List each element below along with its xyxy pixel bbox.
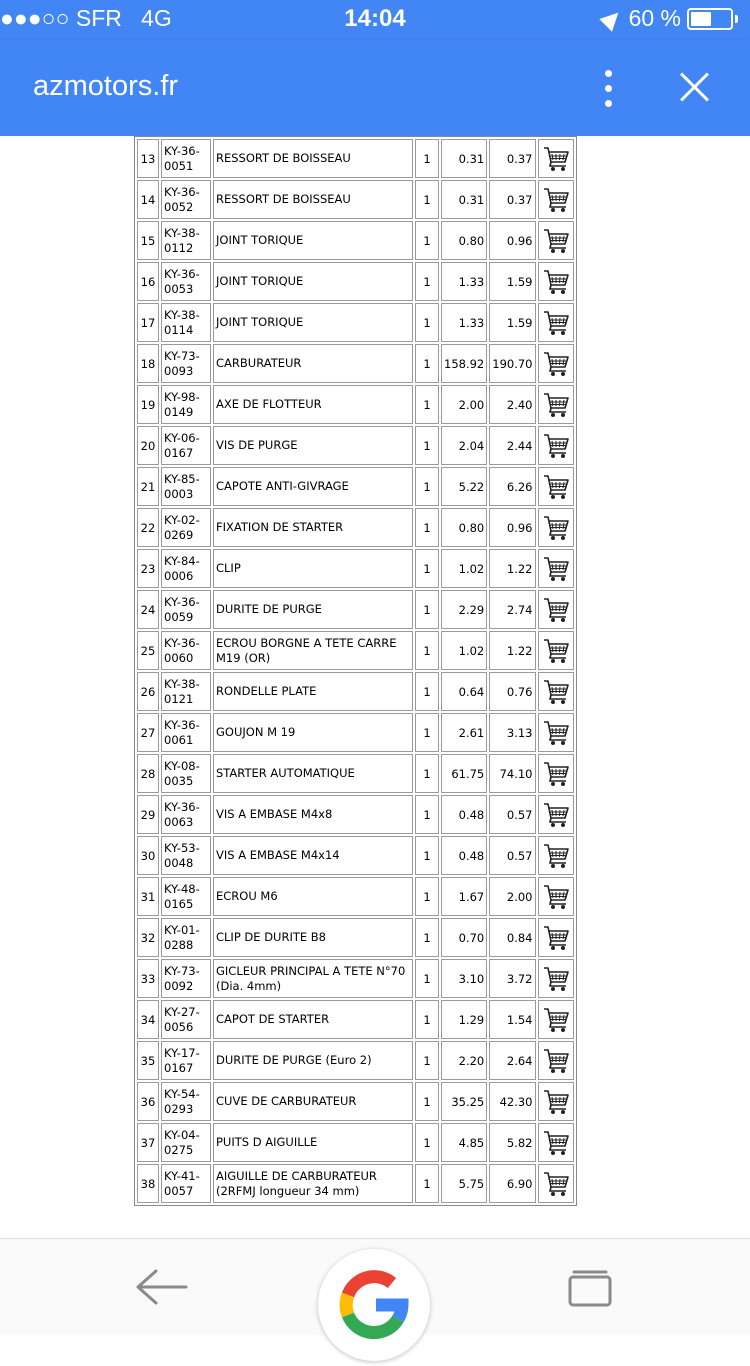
part-reference: KY-01- 0288 xyxy=(161,918,211,957)
price-ttc: 0.37 xyxy=(489,139,535,178)
price-ttc: 2.44 xyxy=(489,426,535,465)
add-to-cart-button[interactable] xyxy=(538,467,574,506)
shopping-cart-icon xyxy=(542,1088,570,1116)
part-quantity: 1 xyxy=(415,1123,439,1162)
shopping-cart-icon xyxy=(542,268,570,296)
price-ttc: 6.26 xyxy=(489,467,535,506)
price-ht: 0.31 xyxy=(441,180,487,219)
price-ttc: 0.57 xyxy=(489,795,535,834)
shopping-cart-icon xyxy=(542,309,570,337)
table-row xyxy=(137,385,574,424)
row-number: 24 xyxy=(137,590,159,629)
shopping-cart-icon xyxy=(542,473,570,501)
part-quantity: 1 xyxy=(415,918,439,957)
signal-strength-icon: ●●●○○ xyxy=(0,5,70,31)
table-row xyxy=(137,795,574,834)
row-number: 21 xyxy=(137,467,159,506)
price-ht: 0.80 xyxy=(441,221,487,260)
table-row xyxy=(137,221,574,260)
part-reference: KY-36- 0063 xyxy=(161,795,211,834)
table-row xyxy=(137,590,574,629)
price-ttc: 42.30 xyxy=(489,1082,535,1121)
tabs-icon[interactable] xyxy=(566,1269,614,1309)
part-quantity: 1 xyxy=(415,221,439,260)
add-to-cart-button[interactable] xyxy=(538,426,574,465)
part-quantity: 1 xyxy=(415,139,439,178)
part-reference: KY-73- 0092 xyxy=(161,959,211,998)
add-to-cart-button[interactable] xyxy=(538,262,574,301)
shopping-cart-icon xyxy=(542,596,570,624)
part-quantity: 1 xyxy=(415,1041,439,1080)
carrier-name: SFR xyxy=(75,5,122,31)
price-ht: 1.02 xyxy=(441,549,487,588)
part-reference: KY-53- 0048 xyxy=(161,836,211,875)
price-ht: 158.92 xyxy=(441,344,487,383)
table-row xyxy=(137,918,574,957)
row-number: 20 xyxy=(137,426,159,465)
add-to-cart-button[interactable] xyxy=(538,180,574,219)
shopping-cart-icon xyxy=(542,227,570,255)
shopping-cart-icon xyxy=(542,678,570,706)
add-to-cart-button[interactable] xyxy=(538,508,574,547)
row-number: 30 xyxy=(137,836,159,875)
part-reference: KY-41- 0057 xyxy=(161,1164,211,1203)
part-designation: JOINT TORIQUE xyxy=(213,221,413,260)
add-to-cart-button[interactable] xyxy=(538,549,574,588)
part-reference: KY-04- 0275 xyxy=(161,1123,211,1162)
row-number: 38 xyxy=(137,1164,159,1203)
price-ht: 1.33 xyxy=(441,303,487,342)
price-ht: 0.48 xyxy=(441,836,487,875)
part-reference: KY-98- 0149 xyxy=(161,385,211,424)
table-row xyxy=(137,1082,574,1121)
part-quantity: 1 xyxy=(415,1082,439,1121)
part-reference: KY-36- 0060 xyxy=(161,631,211,670)
row-number: 29 xyxy=(137,795,159,834)
part-quantity: 1 xyxy=(415,795,439,834)
add-to-cart-button[interactable] xyxy=(538,344,574,383)
part-quantity: 1 xyxy=(415,590,439,629)
part-quantity: 1 xyxy=(415,467,439,506)
table-row xyxy=(137,1164,574,1203)
part-designation: CAPOT DE STARTER xyxy=(213,1000,413,1039)
part-quantity: 1 xyxy=(415,713,439,752)
table-row xyxy=(137,139,574,178)
part-designation: PUITS D AIGUILLE xyxy=(213,1123,413,1162)
add-to-cart-button[interactable] xyxy=(538,918,574,957)
price-ht: 1.29 xyxy=(441,1000,487,1039)
add-to-cart-button[interactable] xyxy=(538,139,574,178)
price-ttc: 0.57 xyxy=(489,836,535,875)
status-bar xyxy=(0,0,750,40)
part-quantity: 1 xyxy=(415,959,439,998)
part-quantity: 1 xyxy=(415,508,439,547)
table-row xyxy=(137,631,574,670)
row-number: 16 xyxy=(137,262,159,301)
bottom-nav-bar xyxy=(0,1238,750,1335)
part-quantity: 1 xyxy=(415,262,439,301)
google-logo-icon xyxy=(318,1249,430,1361)
price-ttc: 2.74 xyxy=(489,590,535,629)
part-reference: KY-08- 0035 xyxy=(161,754,211,793)
price-ht: 0.48 xyxy=(441,795,487,834)
row-number: 22 xyxy=(137,508,159,547)
price-ttc: 1.22 xyxy=(489,631,535,670)
shopping-cart-icon xyxy=(542,514,570,542)
add-to-cart-button[interactable] xyxy=(538,590,574,629)
part-reference: KY-54- 0293 xyxy=(161,1082,211,1121)
shopping-cart-icon xyxy=(542,186,570,214)
part-designation: RONDELLE PLATE xyxy=(213,672,413,711)
add-to-cart-button[interactable] xyxy=(538,1082,574,1121)
price-ht: 5.22 xyxy=(441,467,487,506)
clock: 14:04 xyxy=(344,5,406,32)
add-to-cart-button[interactable] xyxy=(538,672,574,711)
price-ttc: 2.00 xyxy=(489,877,535,916)
part-designation: RESSORT DE BOISSEAU xyxy=(213,139,413,178)
table-row xyxy=(137,672,574,711)
add-to-cart-button[interactable] xyxy=(538,795,574,834)
battery-icon xyxy=(687,8,733,30)
part-reference: KY-36- 0061 xyxy=(161,713,211,752)
page-title: azmotors.fr xyxy=(33,70,179,102)
part-designation: DURITE DE PURGE xyxy=(213,590,413,629)
price-ttc: 0.84 xyxy=(489,918,535,957)
add-to-cart-button[interactable] xyxy=(538,754,574,793)
add-to-cart-button[interactable] xyxy=(538,221,574,260)
price-ttc: 3.13 xyxy=(489,713,535,752)
shopping-cart-icon xyxy=(542,924,570,952)
shopping-cart-icon xyxy=(542,760,570,788)
web-content[interactable] xyxy=(0,136,750,1238)
shopping-cart-icon xyxy=(542,145,570,173)
part-quantity: 1 xyxy=(415,631,439,670)
row-number: 23 xyxy=(137,549,159,588)
row-number: 36 xyxy=(137,1082,159,1121)
price-ttc: 1.54 xyxy=(489,1000,535,1039)
part-reference: KY-38- 0114 xyxy=(161,303,211,342)
part-designation: AIGUILLE DE CARBURATEUR (2RFMJ longueur 34 mm) xyxy=(213,1164,413,1203)
shopping-cart-icon xyxy=(542,883,570,911)
table-row xyxy=(137,1041,574,1080)
add-to-cart-button[interactable] xyxy=(538,385,574,424)
battery-fill xyxy=(691,12,711,26)
shopping-cart-icon xyxy=(542,801,570,829)
part-reference: KY-36- 0059 xyxy=(161,590,211,629)
row-number: 19 xyxy=(137,385,159,424)
price-ttc: 1.59 xyxy=(489,303,535,342)
part-reference: KY-02- 0269 xyxy=(161,508,211,547)
part-quantity: 1 xyxy=(415,836,439,875)
part-quantity: 1 xyxy=(415,877,439,916)
table-row xyxy=(137,713,574,752)
part-quantity: 1 xyxy=(415,672,439,711)
row-number: 17 xyxy=(137,303,159,342)
price-ht: 2.20 xyxy=(441,1041,487,1080)
price-ht: 4.85 xyxy=(441,1123,487,1162)
add-to-cart-button[interactable] xyxy=(538,836,574,875)
more-vert-icon[interactable] xyxy=(596,70,620,108)
shopping-cart-icon xyxy=(542,1170,570,1198)
price-ttc: 0.96 xyxy=(489,508,535,547)
add-to-cart-button[interactable] xyxy=(538,1000,574,1039)
shopping-cart-icon xyxy=(542,1129,570,1157)
part-designation: RESSORT DE BOISSEAU xyxy=(213,180,413,219)
shopping-cart-icon xyxy=(542,350,570,378)
price-ht: 2.00 xyxy=(441,385,487,424)
shopping-cart-icon xyxy=(542,432,570,460)
table-row xyxy=(137,549,574,588)
price-ttc: 3.72 xyxy=(489,959,535,998)
price-ttc: 190.70 xyxy=(489,344,535,383)
table-row xyxy=(137,262,574,301)
shopping-cart-icon xyxy=(542,391,570,419)
row-number: 28 xyxy=(137,754,159,793)
location-arrow-icon xyxy=(599,6,624,31)
table-row xyxy=(137,303,574,342)
add-to-cart-button[interactable] xyxy=(538,1041,574,1080)
part-designation: VIS A EMBASE M4x8 xyxy=(213,795,413,834)
part-designation: ECROU BORGNE A TETE CARRE M19 (OR) xyxy=(213,631,413,670)
part-designation: GICLEUR PRINCIPAL A TETE N°70 (Dia. 4mm) xyxy=(213,959,413,998)
row-number: 15 xyxy=(137,221,159,260)
shopping-cart-icon xyxy=(542,965,570,993)
price-ht: 0.31 xyxy=(441,139,487,178)
row-number: 27 xyxy=(137,713,159,752)
part-designation: DURITE DE PURGE (Euro 2) xyxy=(213,1041,413,1080)
part-reference: KY-48- 0165 xyxy=(161,877,211,916)
table-row xyxy=(137,508,574,547)
add-to-cart-button[interactable] xyxy=(538,1123,574,1162)
row-number: 35 xyxy=(137,1041,159,1080)
add-to-cart-button[interactable] xyxy=(538,877,574,916)
row-number: 33 xyxy=(137,959,159,998)
price-ht: 1.33 xyxy=(441,262,487,301)
back-arrow-icon[interactable] xyxy=(132,1265,190,1309)
part-reference: KY-17- 0167 xyxy=(161,1041,211,1080)
price-ht: 61.75 xyxy=(441,754,487,793)
row-number: 34 xyxy=(137,1000,159,1039)
part-designation: STARTER AUTOMATIQUE xyxy=(213,754,413,793)
parts-table-body xyxy=(137,139,574,1203)
table-row xyxy=(137,754,574,793)
part-reference: KY-36- 0052 xyxy=(161,180,211,219)
part-designation: VIS DE PURGE xyxy=(213,426,413,465)
price-ht: 0.64 xyxy=(441,672,487,711)
part-designation: JOINT TORIQUE xyxy=(213,303,413,342)
shopping-cart-icon xyxy=(542,1047,570,1075)
google-home-button[interactable] xyxy=(318,1249,430,1361)
part-quantity: 1 xyxy=(415,385,439,424)
status-right xyxy=(603,5,738,32)
part-quantity: 1 xyxy=(415,180,439,219)
part-designation: CLIP DE DURITE B8 xyxy=(213,918,413,957)
row-number: 18 xyxy=(137,344,159,383)
row-number: 26 xyxy=(137,672,159,711)
battery-percent: 60 % xyxy=(628,5,681,31)
add-to-cart-button[interactable] xyxy=(538,631,574,670)
table-row xyxy=(137,180,574,219)
add-to-cart-button[interactable] xyxy=(538,959,574,998)
price-ttc: 5.82 xyxy=(489,1123,535,1162)
part-quantity: 1 xyxy=(415,303,439,342)
shopping-cart-icon xyxy=(542,555,570,583)
part-quantity: 1 xyxy=(415,754,439,793)
shopping-cart-icon xyxy=(542,1006,570,1034)
add-to-cart-button[interactable] xyxy=(538,303,574,342)
table-row xyxy=(137,467,574,506)
part-designation: CARBURATEUR xyxy=(213,344,413,383)
part-quantity: 1 xyxy=(415,426,439,465)
shopping-cart-icon xyxy=(542,637,570,665)
part-quantity: 1 xyxy=(415,1000,439,1039)
price-ttc: 2.40 xyxy=(489,385,535,424)
price-ttc: 0.96 xyxy=(489,221,535,260)
price-ht: 2.04 xyxy=(441,426,487,465)
part-designation: JOINT TORIQUE xyxy=(213,262,413,301)
row-number: 37 xyxy=(137,1123,159,1162)
price-ht: 2.61 xyxy=(441,713,487,752)
table-row xyxy=(137,426,574,465)
part-reference: KY-38- 0112 xyxy=(161,221,211,260)
price-ht: 5.75 xyxy=(441,1164,487,1203)
price-ht: 0.70 xyxy=(441,918,487,957)
row-number: 32 xyxy=(137,918,159,957)
table-row xyxy=(137,1123,574,1162)
price-ht: 2.29 xyxy=(441,590,487,629)
part-designation: AXE DE FLOTTEUR xyxy=(213,385,413,424)
part-designation: GOUJON M 19 xyxy=(213,713,413,752)
part-reference: KY-73- 0093 xyxy=(161,344,211,383)
part-designation: ECROU M6 xyxy=(213,877,413,916)
table-row xyxy=(137,344,574,383)
network-type: 4G xyxy=(141,5,172,31)
part-designation: CLIP xyxy=(213,549,413,588)
price-ttc: 1.59 xyxy=(489,262,535,301)
row-number: 14 xyxy=(137,180,159,219)
part-designation: VIS A EMBASE M4x14 xyxy=(213,836,413,875)
row-number: 25 xyxy=(137,631,159,670)
price-ht: 3.10 xyxy=(441,959,487,998)
table-row xyxy=(137,877,574,916)
parts-table xyxy=(134,136,577,1206)
add-to-cart-button[interactable] xyxy=(538,713,574,752)
part-quantity: 1 xyxy=(415,1164,439,1203)
add-to-cart-button[interactable] xyxy=(538,1164,574,1203)
part-designation: CUVE DE CARBURATEUR xyxy=(213,1082,413,1121)
part-reference: KY-06- 0167 xyxy=(161,426,211,465)
row-number: 13 xyxy=(137,139,159,178)
price-ht: 0.80 xyxy=(441,508,487,547)
part-reference: KY-27- 0056 xyxy=(161,1000,211,1039)
price-ttc: 1.22 xyxy=(489,549,535,588)
price-ttc: 74.10 xyxy=(489,754,535,793)
shopping-cart-icon xyxy=(542,842,570,870)
part-reference: KY-36- 0051 xyxy=(161,139,211,178)
price-ht: 1.67 xyxy=(441,877,487,916)
close-icon[interactable] xyxy=(676,68,714,106)
price-ttc: 2.64 xyxy=(489,1041,535,1080)
shopping-cart-icon xyxy=(542,719,570,747)
table-row xyxy=(137,959,574,998)
part-designation: CAPOTE ANTI-GIVRAGE xyxy=(213,467,413,506)
part-quantity: 1 xyxy=(415,549,439,588)
part-reference: KY-84- 0006 xyxy=(161,549,211,588)
price-ttc: 0.37 xyxy=(489,180,535,219)
battery-tip xyxy=(735,15,738,23)
price-ttc: 0.76 xyxy=(489,672,535,711)
part-reference: KY-36- 0053 xyxy=(161,262,211,301)
row-number: 31 xyxy=(137,877,159,916)
part-reference: KY-38- 0121 xyxy=(161,672,211,711)
table-row xyxy=(137,1000,574,1039)
price-ht: 1.02 xyxy=(441,631,487,670)
table-row xyxy=(137,836,574,875)
part-reference: KY-85- 0003 xyxy=(161,467,211,506)
price-ttc: 6.90 xyxy=(489,1164,535,1203)
part-quantity: 1 xyxy=(415,344,439,383)
price-ht: 35.25 xyxy=(441,1082,487,1121)
part-designation: FIXATION DE STARTER xyxy=(213,508,413,547)
app-bar xyxy=(0,40,750,136)
